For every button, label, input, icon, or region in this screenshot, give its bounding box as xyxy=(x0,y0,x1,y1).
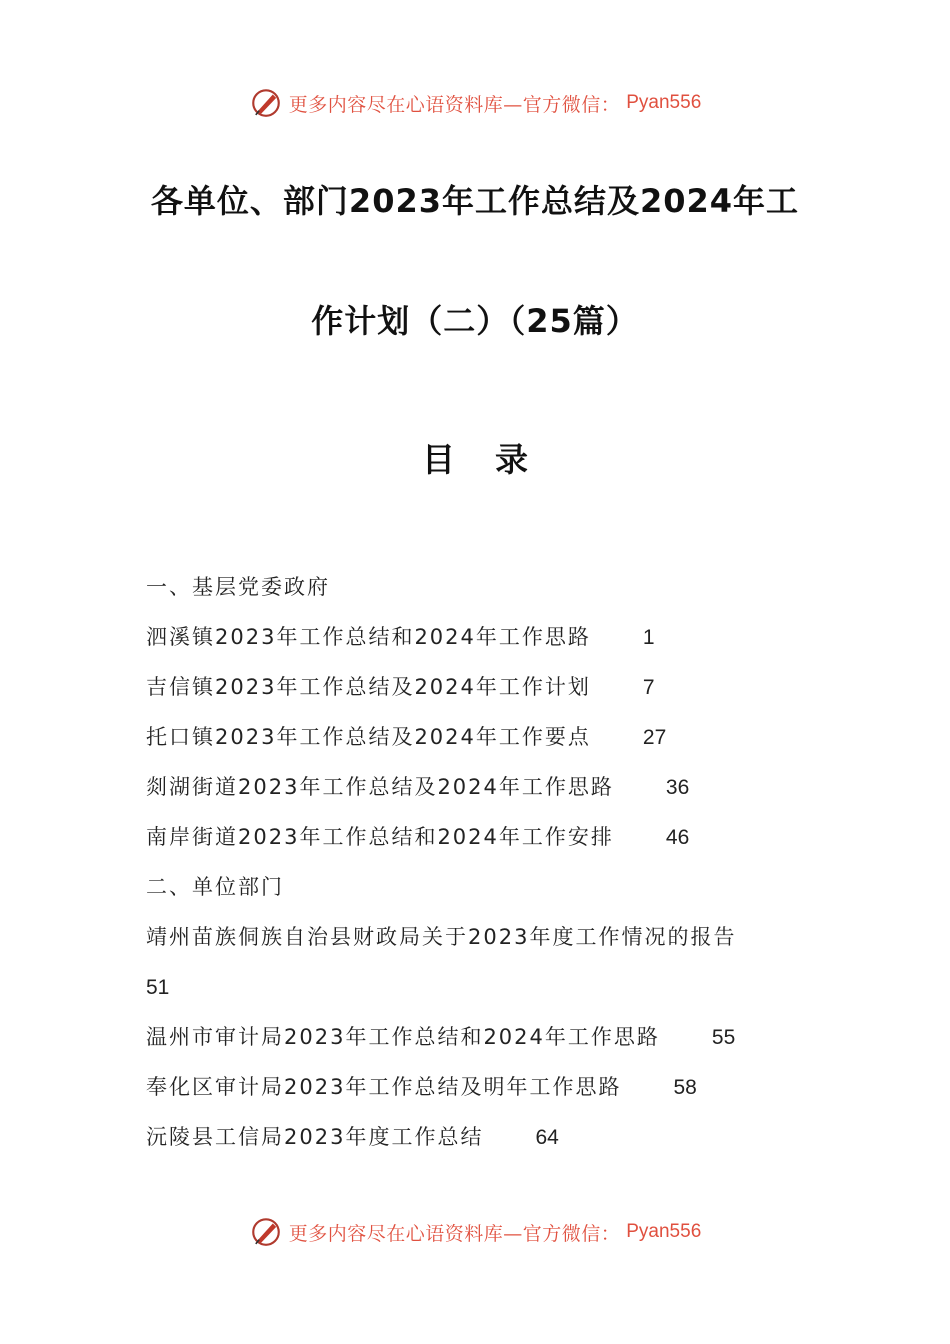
toc-entry-page: 64 xyxy=(535,1126,559,1149)
toc-entry-label: 剡湖街道2023年工作总结及2024年工作思路 xyxy=(146,775,614,799)
toc-section-heading: 一、基层党委政府 xyxy=(146,575,330,599)
toc-entry-page: 7 xyxy=(642,676,655,699)
watermark-wechat-id: Pyan556 xyxy=(626,1221,702,1242)
toc-entry-page: 55 xyxy=(711,1026,736,1049)
toc-entry[interactable] xyxy=(146,1068,816,1118)
watermark-text: 更多内容尽在心语资料库—官方微信： xyxy=(288,93,621,116)
toc-heading: 目录 xyxy=(422,440,568,479)
toc-entry-page-row xyxy=(146,968,816,1018)
toc-entry-page: 51 xyxy=(146,976,170,999)
table-of-contents xyxy=(146,568,816,1168)
toc-entry[interactable] xyxy=(146,668,816,718)
toc-entry[interactable] xyxy=(146,818,816,868)
toc-entry-label: 沅陵县工信局2023年度工作总结 xyxy=(146,1125,484,1149)
toc-entry[interactable] xyxy=(146,1118,816,1168)
watermark-wechat-id: Pyan556 xyxy=(626,92,702,113)
toc-entry-page: 1 xyxy=(642,626,655,649)
toc-entry[interactable] xyxy=(146,918,816,968)
toc-entry-page: 46 xyxy=(665,826,690,849)
toc-entry-label: 托口镇2023年工作总结及2024年工作要点 xyxy=(146,725,591,749)
toc-entry-page: 36 xyxy=(665,776,690,799)
document-title-line-2: 作计划（二）（25篇） xyxy=(311,302,639,340)
toc-entry-label: 温州市审计局2023年工作总结和2024年工作思路 xyxy=(146,1025,660,1049)
toc-entry-label: 南岸街道2023年工作总结和2024年工作安排 xyxy=(146,825,614,849)
toc-entry[interactable] xyxy=(146,1018,816,1068)
watermark-text: 更多内容尽在心语资料库—官方微信： xyxy=(288,1222,621,1245)
toc-entry-page: 27 xyxy=(642,726,667,749)
pen-logo-icon xyxy=(249,86,283,120)
watermark-banner-bottom xyxy=(0,1212,950,1252)
toc-entry[interactable] xyxy=(146,718,816,768)
toc-entry-label: 吉信镇2023年工作总结及2024年工作计划 xyxy=(146,675,591,699)
toc-section-heading: 二、单位部门 xyxy=(146,875,284,899)
toc-entry-label: 靖州苗族侗族自治县财政局关于2023年度工作情况的报告 xyxy=(146,925,737,949)
toc-entry[interactable] xyxy=(146,618,816,668)
pen-logo-icon xyxy=(249,1215,283,1249)
toc-entry-label: 泗溪镇2023年工作总结和2024年工作思路 xyxy=(146,625,591,649)
toc-entry-page: 58 xyxy=(673,1076,697,1099)
toc-entry-label: 奉化区审计局2023年工作总结及明年工作思路 xyxy=(146,1075,622,1099)
watermark-banner-top xyxy=(0,83,950,123)
document-title-line-1: 各单位、部门2023年工作总结及2024年工 xyxy=(150,182,800,220)
toc-entry[interactable] xyxy=(146,768,816,818)
